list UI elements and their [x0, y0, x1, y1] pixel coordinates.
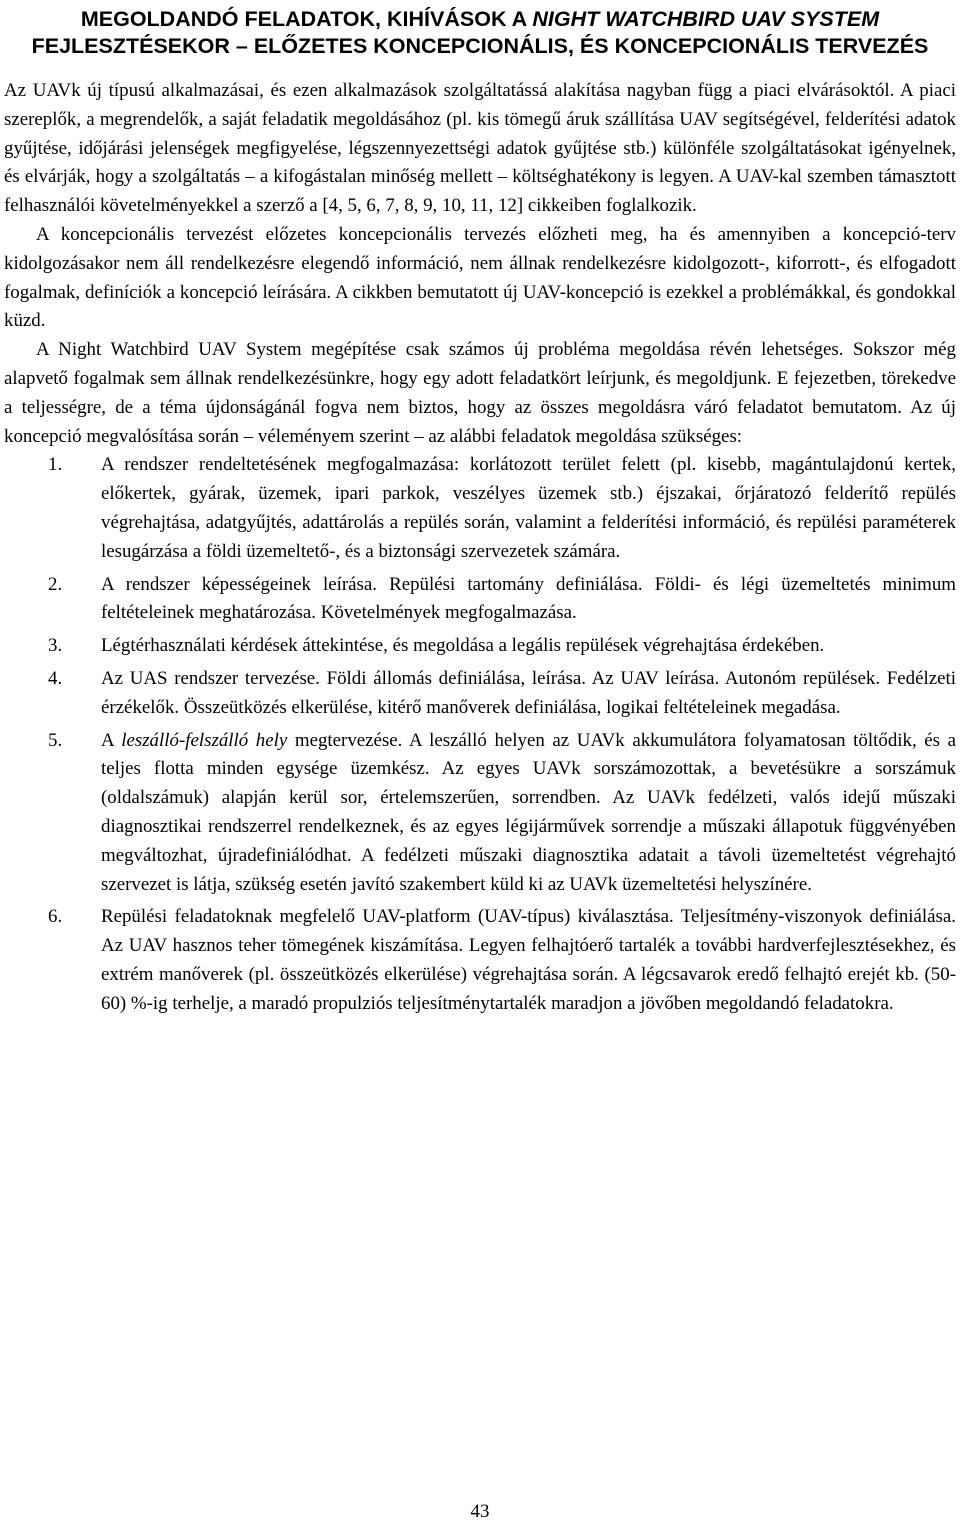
list-item-number: 3.: [48, 635, 63, 657]
paragraph-1: Az UAVk új típusú alkalmazásai, és ezen alkalmazások szolgáltatássá alakítása nagyban függ a piaci elvárásoktól. A piaci szereplők, a megrendelők, a saját feladatik megoldásához (pl. kis tömegű áruk szállítása UAV segítségével, felderítési adatok gyűjtése, időjárási jelenségek megfigyelése, légszennyezettségi adatok gyűjtése stb.) különféle szolgáltatásokat igényelnek, és elvárják, hogy a szolgáltatás – a kifogástalan minőség mellett – költséghatékony is legyen. A UAV-kal szemben támasztott felhasználói követelményekkel a szerző a [4, 5, 6, 7, 8, 9, 10, 11, 12] cikkeiben foglalkozik.: [4, 80, 956, 217]
title-part-3: FEJLESZTÉSEKOR – ELŐZETES KONCEPCIONÁLIS, ÉS KONCEPCIONÁLIS TERVEZÉS: [31, 34, 929, 58]
list-item-number: 1.: [48, 454, 63, 476]
list-item-text: A rendszer rendeltetésének megfogalmazása: korlátozott terület felett (pl. kisebb, magántulajdonú kertek, előkertek, gyárak, üzemek, ipari parkok, veszélyes üzemek stb.) éjszakai, őrjáratozó felderítő repülés végrehajtása, adatgyűjtés, adattárolás a repülés során, valamint a felderítési információ, és repülési paraméterek lesugárzása a földi üzemeltető-, és a biztonsági szervezetek számára.: [101, 454, 956, 562]
task-list: [4, 451, 956, 1018]
list-item-text-before: A: [101, 729, 122, 751]
list-item-text-after: megtervezése. A leszálló helyen az UAVk akkumulátora folyamatosan töltődik, és a teljes flotta minden egysége üzemkész. Az egyes UAVk sorszámozottak, a bevetésükre a sorszámuk (oldalszámuk) alapján kerül sor, értelemszerűen, sorrendben. Az UAVk fedélzeti, valós idejű műszaki diagnosztikai rendszerrel rendelkeznek, és az egyes légijárművek sorrendje a műszaki állapotuk függvényében megváltozhat, újradefiniálódhat. A fedélzeti műszaki diagnosztika adatait a távoli üzemeltetést végrehajtó szervezet is látja, szükség esetén javító szakembert küld ki az UAVk üzemeltetési helyszínére.: [101, 729, 957, 895]
list-item: [4, 903, 956, 1018]
list-item: [4, 665, 956, 723]
list-item-number: 4.: [48, 667, 63, 689]
list-item-text-italic: leszálló-felszálló hely: [121, 729, 288, 751]
paragraph-3: A Night Watchbird UAV System megépítése csak számos új probléma megoldása révén lehetséges. Sokszor még alapvető fogalmak sem állnak rendelkezésünkre, hogy egy adott feladatkört leírjunk, és megoldjunk. E fejezetben, törekedve a teljességre, de a téma újdonságánál fogva nem biztos, hogy az összes megoldásra váró feladatot bemutatom. Az új koncepció megvalósítása során – véleményem szerint – az alábbi feladatok megoldása szükséges:: [4, 339, 956, 447]
section-title: [4, 6, 956, 60]
list-item-text: Légtérhasználati kérdések áttekintése, és megoldása a legális repülések végrehajtása érdekében.: [101, 635, 825, 657]
list-item: [4, 727, 956, 900]
list-item-text: Az UAS rendszer tervezése. Földi állomás definiálása, leírása. Az UAV leírása. Autonóm repülések. Fedélzeti érzékelők. Összeütközés elkerülése, kitérő manőverek definiálása, logikai feltételeinek megadása.: [101, 667, 956, 718]
list-item-text: [101, 730, 956, 895]
list-item-number: 2.: [48, 573, 63, 595]
list-item-text: A rendszer képességeinek leírása. Repülési tartomány definiálása. Földi- és légi üzemeltetés minimum feltételeinek meghatározása. Követelmények megfogalmazása.: [101, 573, 956, 624]
list-item: [4, 632, 956, 661]
title-part-1: MEGOLDANDÓ FELADATOK, KIHÍVÁSOK A: [80, 7, 533, 31]
list-item-text: Repülési feladatoknak megfelelő UAV-platform (UAV-típus) kiválasztása. Teljesítmény-viszonyok definiálása. Az UAV hasznos teher tömegének kiszámítása. Legyen felhajtóerő tartalék a további hardverfejlesztésekhez, és extrém manőverek (pl. összeütközés elkerülése) végrehajtása során. A légcsavarok eredő felhajtó erejét kb. (50-60) %-ig terhelje, a maradó propulziós teljesítménytartalék maradjon a jövőben megoldandó feladatokra.: [101, 906, 956, 1014]
title-part-2-italic: NIGHT WATCHBIRD UAV SYSTEM: [532, 7, 880, 31]
page-number: 43: [470, 1501, 490, 1522]
document-page: [4, 6, 956, 1023]
list-item: [4, 451, 956, 566]
list-item-number: 6.: [48, 906, 63, 928]
paragraph-2: A koncepcionális tervezést előzetes koncepcionális tervezés előzheti meg, ha és amennyiben a koncepció-terv kidolgozásakor nem áll rendelkezésre elegendő információ, nem állnak rendelkezésre kidolgozott-, kiforrott-, és elfogadott fogalmak, definíciók a koncepció leírására. A cikkben bemutatott új UAV-koncepció is ezekkel a problémákkal, és gondokkal küzd.: [4, 223, 956, 332]
list-item-number: 5.: [48, 729, 63, 751]
list-item: [4, 571, 956, 629]
